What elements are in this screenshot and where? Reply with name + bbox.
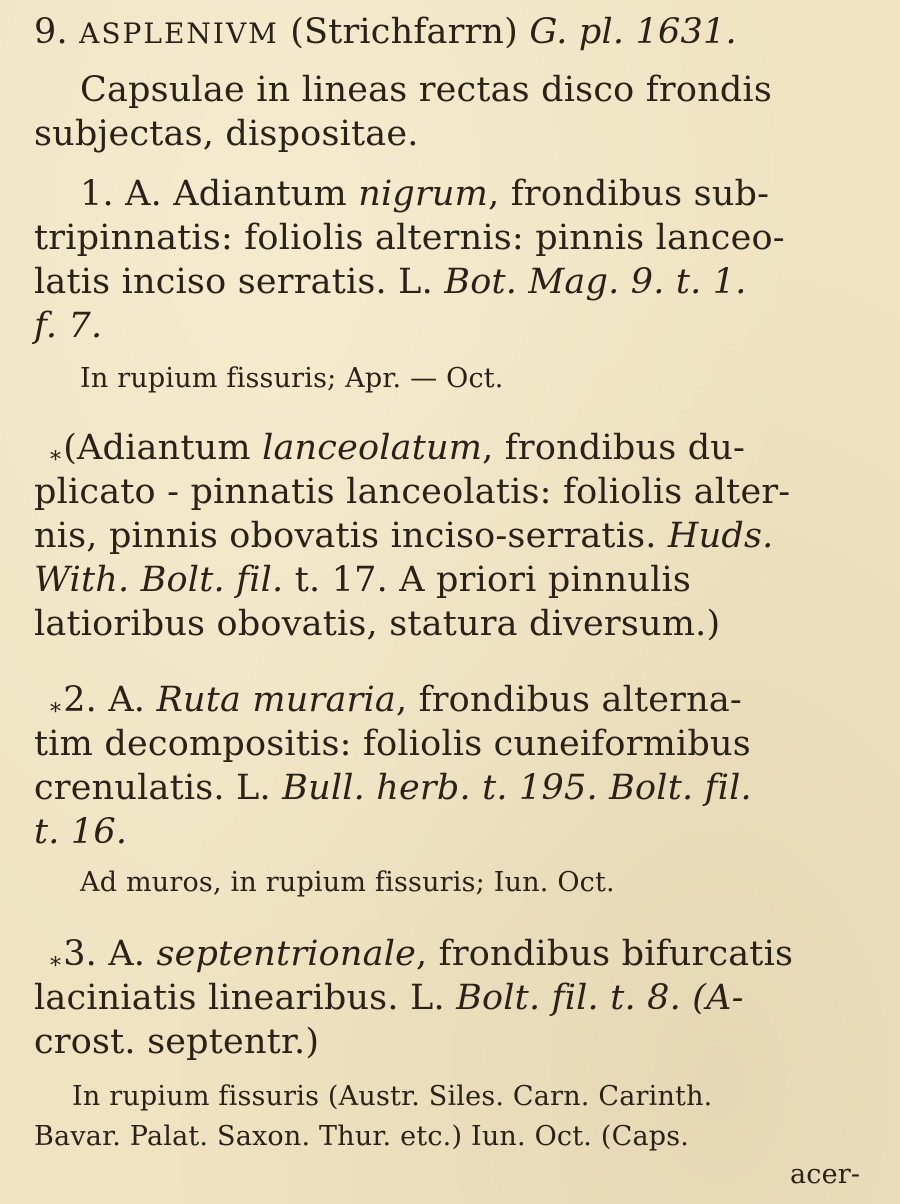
species-1-line-2: tripinnatis: foliolis alternis: pinnis lanceo- <box>34 218 785 258</box>
species-1-line-1 <box>80 174 769 214</box>
species-1-line-3-text: latis inciso serratis. L. <box>34 262 433 302</box>
species-2-line-4: t. 16. <box>34 812 128 852</box>
note-line-5: latioribus obovatis, statura diversum.) <box>34 604 721 644</box>
note-line-4 <box>34 560 691 600</box>
species-3-citation-plate: t. 8. (A- <box>610 978 744 1018</box>
species-2-habitat: Ad muros, in rupium fissuris; Iun. Oct. <box>80 867 615 898</box>
note-line-2: plicato - pinnatis lanceolatis: foliolis alter- <box>34 472 791 512</box>
species-3-number: 3. A. <box>63 934 146 974</box>
species-1-habitat: In rupium fissuris; Apr. — Oct. <box>80 363 504 394</box>
note-citation-with: With. Bolt. fil. <box>34 560 284 600</box>
genus-reference: G. pl. 1631. <box>529 12 737 52</box>
genus-name: ASPLENIVM <box>79 17 279 50</box>
species-3-line-1-rest: , frondibus bifurcatis <box>416 934 794 974</box>
species-2-line-3 <box>34 768 752 808</box>
note-open: (Adiantum <box>63 428 251 468</box>
note-line-1-rest: , frondibus du- <box>482 428 746 468</box>
genus-description-line-2: subjectas, dispositae. <box>34 114 419 154</box>
species-3-habitat-line-1: In rupium fissuris (Austr. Siles. Carn. Carinth. <box>72 1081 713 1112</box>
species-2-citation-bull: Bull. herb. <box>282 768 471 808</box>
species-1-citation-page: 9. t. 1. <box>630 262 747 302</box>
species-3-line-3: crost. septentr.) <box>34 1022 320 1062</box>
note-line-3-text: nis, pinnis obovatis inciso-serratis. <box>34 516 657 556</box>
species-1-genus: Adiantum <box>173 174 347 214</box>
species-1-line-1-rest: , frondibus sub- <box>488 174 770 214</box>
genus-german-name: (Strichfarrn) <box>290 12 519 52</box>
species-2-name: Ruta muraria <box>156 680 396 720</box>
species-1-line-3 <box>34 262 747 302</box>
species-3-habitat-line-3: acer- <box>790 1159 861 1190</box>
note-epithet: lanceolatum <box>262 428 483 468</box>
species-1-number: 1. A. <box>80 174 162 214</box>
genus-description-line-1: Capsulae in lineas rectas disco frondis <box>80 70 772 110</box>
species-3-name: septentrionale <box>156 934 417 974</box>
species-1-line-4: f. 7. <box>34 306 103 346</box>
species-2-line-3-text: crenulatis. L. <box>34 768 271 808</box>
species-3-habitat-line-2: Bavar. Palat. Saxon. Thur. etc.) Iun. Oct. (Caps. <box>34 1121 690 1152</box>
species-2-citation-bolt: Bolt. fil. <box>609 768 752 808</box>
genus-heading <box>34 12 737 54</box>
species-2-line-1-rest: , frondibus alterna- <box>395 680 742 720</box>
species-3-line-2 <box>34 978 744 1018</box>
species-1-citation: Bot. Mag. <box>444 262 620 302</box>
species-2-citation-plate: t. 195. <box>482 768 598 808</box>
genus-number: 9. <box>34 12 68 52</box>
species-2-line-2: tim decompositis: foliolis cuneiformibus <box>34 724 751 764</box>
species-1-epithet: nigrum <box>358 174 489 214</box>
asterisk-mark: * <box>50 700 62 725</box>
species-2-number: 2. A. <box>63 680 146 720</box>
note-citation-huds: Huds. <box>667 516 774 556</box>
species-3-citation: Bolt. fil. <box>456 978 599 1018</box>
asterisk-mark: * <box>50 954 62 979</box>
note-line-3 <box>34 516 773 556</box>
note-line-4-rest: t. 17. A priori pinnulis <box>294 560 692 600</box>
species-3-line-2-text: laciniatis linearibus. L. <box>34 978 445 1018</box>
asterisk-mark: * <box>50 448 62 473</box>
